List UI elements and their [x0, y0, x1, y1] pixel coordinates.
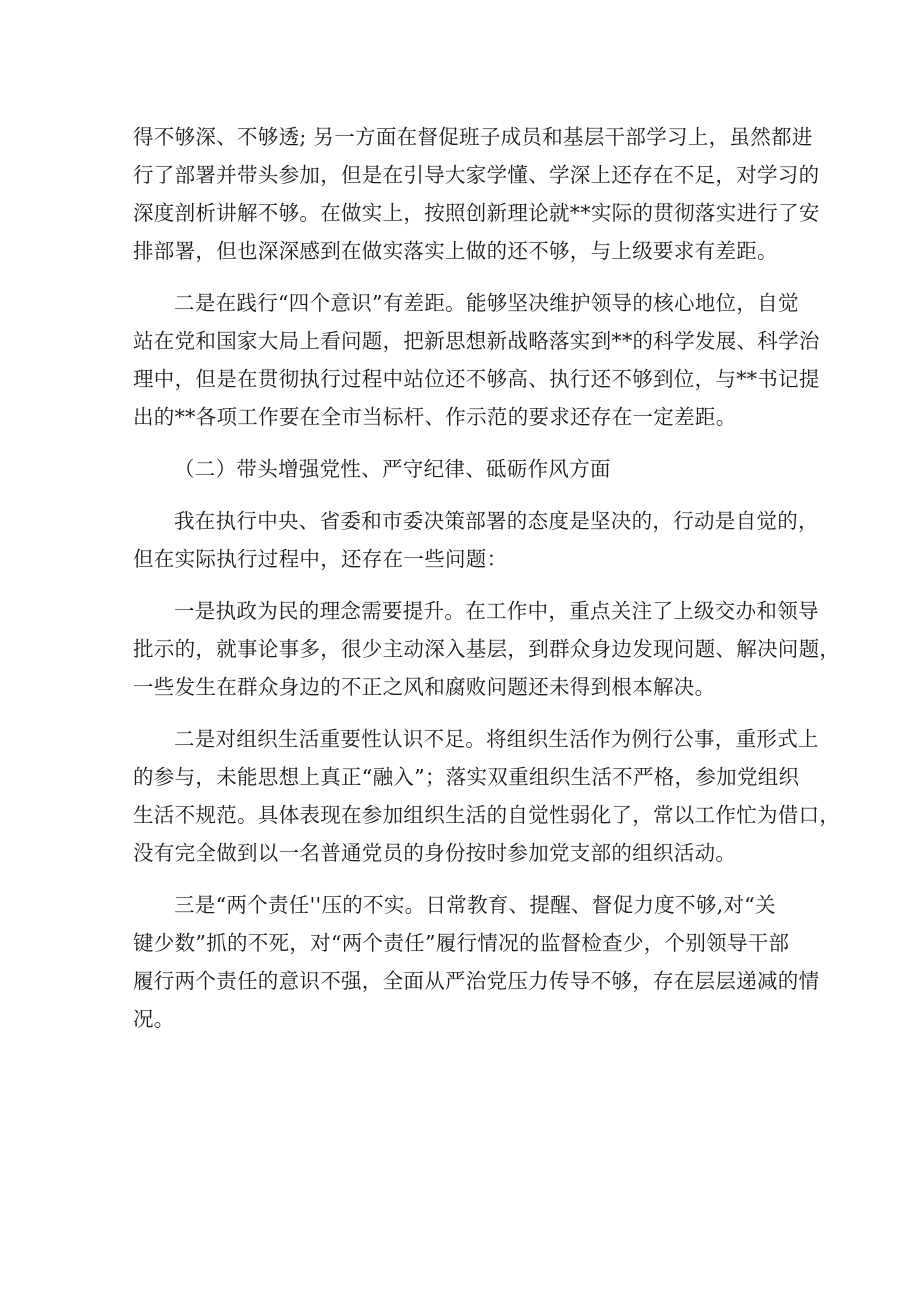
- text-line: 我在执行中央、省委和市委决策部署的态度是坚决的，行动是自觉的，: [174, 509, 819, 533]
- paragraph-four-consciousness: [133, 284, 820, 436]
- text-line: 三是“两个责任''压的不实。日常教育、提醒、督促力度不够,对“关: [174, 893, 776, 917]
- paragraph-people-centered: [133, 592, 841, 706]
- paragraph-intro: [133, 502, 819, 578]
- paragraph-spacer: [133, 706, 793, 720]
- text-line: 理中，但是在贯彻执行过程中站位还不够高、执行还不够到位，与**书记提: [133, 367, 820, 391]
- text-line: 键少数”抓的不死，对“两个责任”履行情况的监督检查少，个别领导干部: [133, 931, 790, 955]
- text-line: 深度剖析讲解不够。在做实上，按照创新理论就**实际的贯彻落实进行了安: [133, 201, 820, 225]
- text-line: 履行两个责任的意识不强，全面从严治党压力传导不够，存在层层递减的情: [133, 969, 820, 993]
- paragraph-spacer: [133, 578, 793, 592]
- text-line: 批示的，就事论事多，很少主动深入基层，到群众身边发现问题、解决问题，: [133, 637, 841, 661]
- paragraph-two-responsibilities: [133, 886, 820, 1038]
- paragraph-continuation: [133, 118, 820, 270]
- text-line: 二是对组织生活重要性认识不足。将组织生活作为例行公事，重形式上: [174, 727, 819, 751]
- text-line: 况。: [133, 1007, 175, 1031]
- text-line: 但在实际执行过程中，还存在一些问题：: [133, 547, 508, 571]
- text-line: 站在党和国家大局上看问题，把新思想新战略落实到**的科学发展、科学治: [133, 329, 820, 353]
- paragraph-spacer: [133, 436, 793, 450]
- text-line: 一些发生在群众身边的不正之风和腐败问题还未得到根本解决。: [133, 675, 716, 699]
- text-line: 生活不规范。具体表现在参加组织生活的自觉性弱化了，常以工作忙为借口，: [133, 803, 841, 827]
- text-line: 得不够深、不够透; 另一方面在督促班子成员和基层干部学习上，虽然都进: [133, 125, 813, 149]
- section-heading-text: （二）带头增强党性、严守纪律、砥砺作风方面: [174, 457, 611, 481]
- paragraph-spacer: [133, 488, 793, 502]
- text-line: 一是执政为民的理念需要提升。在工作中，重点关注了上级交办和领导: [174, 599, 819, 623]
- text-line: 排部署，但也深深感到在做实落实上做的还不够，与上级要求有差距。: [133, 239, 778, 263]
- document-body: [133, 118, 841, 1038]
- text-line: 没有完全做到以一名普通党员的身份按时参加党支部的组织活动。: [133, 841, 737, 865]
- section-heading: [133, 450, 793, 488]
- text-line: 行了部署并带头参加，但是在引导大家学懂、学深上还存在不足，对学习的: [133, 163, 820, 187]
- text-line: 出的**各项工作要在全市当标杆、作示范的要求还存在一定差距。: [133, 405, 737, 429]
- text-line: 二是在践行“四个意识”有差距。能够坚决维护领导的核心地位，自觉: [174, 291, 799, 315]
- paragraph-spacer: [133, 872, 793, 886]
- paragraph-spacer: [133, 270, 793, 284]
- text-line: 的参与，未能思想上真正“融入”；落实双重组织生活不严格，参加党组织: [133, 765, 800, 789]
- paragraph-organizational-life: [133, 720, 841, 872]
